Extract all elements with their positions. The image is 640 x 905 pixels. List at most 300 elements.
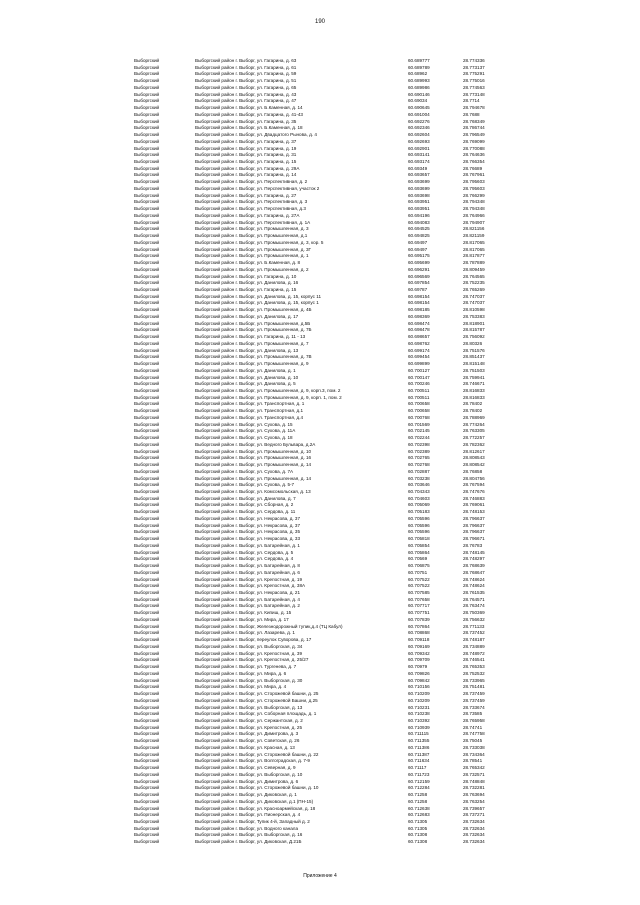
address-cell: Выборгский район г. Выборг, ул. Промышленная, д. 14 [195, 462, 312, 468]
longitude-cell: 28.768647 [463, 569, 485, 575]
address-cell: Выборгский район г. Выборг, ул. Красноармейская, д. 18 [195, 805, 316, 811]
table-row [134, 489, 514, 496]
latitude-cell: 60.693699 [408, 185, 430, 191]
latitude-cell: 60.705596 [408, 515, 430, 521]
latitude-cell: 60.710939 [408, 724, 430, 730]
address-cell: Выборгский район г. Выборг, ул. Гагарина, д. 63 [195, 58, 297, 63]
longitude-cell: 28.748153 [463, 509, 485, 515]
table-row [134, 819, 514, 826]
latitude-cell: 60.71258 [408, 798, 428, 804]
table-row [134, 179, 514, 186]
district-cell: Выборгский [134, 428, 160, 434]
district-cell: Выборгский [134, 414, 160, 420]
district-cell: Выборгский [134, 165, 160, 171]
longitude-cell: 28.76858 [463, 468, 483, 474]
address-cell: Выборгский район г. Выборг, ул. Гагарина, д. 65 [195, 84, 297, 90]
latitude-cell: 60.700768 [408, 414, 430, 420]
latitude-cell: 60.700147 [408, 374, 430, 380]
table-row [134, 671, 514, 678]
table-row [134, 644, 514, 651]
address-cell: Выборгский район г. Выборг, ул. Батарейная, д. 6 [195, 569, 300, 575]
longitude-cell: 28.761535 [463, 590, 485, 596]
table-row [134, 610, 514, 617]
latitude-cell: 60.70569 [408, 556, 428, 562]
longitude-cell: 28.787889 [463, 260, 485, 266]
latitude-cell: 60.694825 [408, 233, 430, 239]
latitude-cell: 60.693951 [408, 206, 430, 212]
table-row [134, 449, 514, 456]
district-cell: Выборгский [134, 260, 160, 266]
longitude-cell: 28.759941 [463, 374, 485, 380]
district-cell: Выборгский [134, 105, 160, 111]
table-row [134, 226, 514, 233]
district-cell: Выборгский [134, 145, 160, 151]
longitude-cell: 28.796637 [463, 522, 485, 528]
table-row [134, 765, 514, 772]
longitude-cell: 28.76783 [463, 542, 483, 548]
longitude-cell: 28.774563 [463, 84, 485, 90]
address-cell: Выборгский район г. Выборг, ул. Б.Каменная, д. 8 [195, 260, 300, 266]
address-cell: Выборгский район г. Выборг, ул. Некрасова, д. 37 [195, 515, 301, 521]
latitude-cell: 60.707864 [408, 623, 430, 629]
latitude-cell: 60.709842 [408, 677, 430, 683]
table-row [134, 92, 514, 99]
table-row [134, 199, 514, 206]
table-row [134, 516, 514, 523]
district-cell: Выборгский [134, 576, 160, 582]
table-row [134, 442, 514, 449]
address-cell: Выборгский район г. Выборг, ул. Сторожевой башни, д. 10 [195, 785, 319, 791]
latitude-cell: 60.694083 [408, 219, 430, 225]
longitude-cell: 28.75045 [463, 738, 483, 744]
district-cell: Выборгский [134, 192, 160, 198]
district-cell: Выборгский [134, 670, 160, 676]
latitude-cell: 60.707751 [408, 610, 430, 616]
longitude-cell: 28.808542 [463, 462, 485, 468]
address-cell: Выборгский район г. Выборг, ул. Некрасова, д. 33 [195, 536, 301, 542]
longitude-cell: 28.772257 [463, 435, 485, 441]
latitude-cell: 60.696291 [408, 266, 430, 272]
address-cell: Выборгский район г. Выборг, ул. Сухова, д. 5-7 [195, 482, 295, 488]
latitude-cell: 60.690645 [408, 105, 430, 111]
district-cell: Выборгский [134, 751, 160, 757]
table-row [134, 799, 514, 806]
address-cell: Выборгский район г. Выборг, ул. Транспортная, д.1 [195, 408, 304, 414]
table-row [134, 152, 514, 159]
address-cell: Выборгский район г. Выборг, ул. Северная, д. 9 [195, 765, 296, 771]
table-row [134, 125, 514, 132]
latitude-cell: 60.69034 [408, 98, 428, 104]
longitude-cell: 28.747676 [463, 489, 485, 494]
longitude-cell: 28.732634 [463, 825, 485, 831]
address-cell: Выборгский район г. Выборг, ул. Советская, д. 26 [195, 738, 300, 744]
district-cell: Выборгский [134, 387, 160, 393]
address-cell: Выборгский район г. Выборг, ул. Мира, д. 17 [195, 616, 289, 622]
latitude-cell: 60.689993 [408, 78, 430, 84]
address-cell: Выборгский район г. Выборг, ул. Выборгская, д. 13 [195, 704, 303, 710]
latitude-cell: 60.709118 [408, 637, 430, 643]
longitude-cell: 28.821156 [463, 226, 485, 232]
district-cell: Выборгский [134, 798, 160, 804]
district-cell: Выборгский [134, 515, 160, 521]
table-row [134, 375, 514, 382]
address-cell: Выборгский район г. Выборг, ул. Выборгская, д. 10 [195, 771, 303, 777]
latitude-cell: 60.700246 [408, 381, 430, 387]
district-cell: Выборгский [134, 286, 160, 292]
address-cell: Выборгский район г. Выборг, ул. Волгоградская, д. 7-9 [195, 758, 310, 764]
address-cell: Выборгский район г. Выборг, ул. Данилова, д. 15, корпус 1 [195, 300, 319, 306]
latitude-cell: 60.694196 [408, 212, 430, 218]
latitude-cell: 60.711723 [408, 771, 430, 777]
latitude-cell: 60.707585 [408, 590, 430, 596]
district-cell: Выборгский [134, 765, 160, 771]
address-cell: Выборгский район г. Выборг, ул. Димитрова, д. 6 [195, 778, 299, 784]
longitude-cell: 28.775016 [463, 78, 485, 84]
longitude-cell: 28.737271 [463, 812, 485, 818]
table-row [134, 678, 514, 685]
longitude-cell: 28.78402 [463, 401, 483, 407]
district-cell: Выборгский [134, 495, 160, 501]
longitude-cell: 28.73585 [463, 711, 483, 717]
longitude-cell: 28.750369 [463, 610, 485, 616]
table-row [134, 779, 514, 786]
table-row [134, 577, 514, 584]
address-cell: Выборгский район г. Выборг, ул. Данилова, д. 16 [195, 280, 299, 286]
address-cell: Выборгский район г. Выборг, ул. Сторожевой Башни, д.25 [195, 697, 318, 703]
latitude-cell: 60.712284 [408, 785, 430, 791]
longitude-cell: 28.765269 [463, 286, 485, 292]
address-cell: Выборгский район г. Выборг, ул. Гагарина, д. 15 [195, 159, 297, 165]
latitude-cell: 60.709826 [408, 670, 430, 676]
table-row [134, 758, 514, 765]
table-row [134, 597, 514, 604]
table-row [134, 725, 514, 732]
address-cell: Выборгский район г. Выборг, ул. Двадцатого Рынова, д. 4 [195, 132, 317, 138]
table-row [134, 186, 514, 193]
latitude-cell: 60.697854 [408, 280, 430, 286]
longitude-cell: 28.733674 [463, 704, 485, 710]
longitude-cell: 28.747037 [463, 300, 485, 306]
longitude-cell: 28.766354 [463, 159, 485, 165]
address-cell: Выборгский район г. Выборг, ул. Промышленная, д. 7Б [195, 327, 312, 333]
district-cell: Выборгский [134, 744, 160, 750]
latitude-cell: 60.692901 [408, 145, 430, 151]
address-cell: Выборгский район г. Выборг, ул. Красная, д. 13 [195, 744, 295, 750]
table-row [134, 233, 514, 240]
district-cell: Выборгский [134, 152, 160, 158]
address-cell: Выборгский район г. Выборг, ул. Промышленная, д. 9, корп.3, пом. 2 [195, 387, 341, 393]
longitude-cell: 28.748972 [463, 650, 485, 656]
latitude-cell: 60.693698 [408, 192, 430, 198]
district-cell: Выборгский [134, 300, 160, 306]
district-cell: Выборгский [134, 226, 160, 232]
latitude-cell: 60.69497 [408, 239, 428, 245]
district-cell: Выборгский [134, 125, 160, 131]
longitude-cell: 28.817877 [463, 253, 485, 259]
latitude-cell: 60.69497 [408, 246, 428, 252]
longitude-cell: 28.796637 [463, 515, 485, 521]
district-cell: Выборгский [134, 563, 160, 569]
longitude-cell: 28.795603 [463, 179, 485, 185]
address-cell: Выборгский район г. Выборг, Тупик 4-й, Западный д. 2 [195, 818, 310, 824]
longitude-cell: 28.76689 [463, 165, 483, 171]
table-row [134, 469, 514, 476]
longitude-cell: 28.774336 [463, 58, 485, 63]
district-cell: Выборгский [134, 334, 160, 340]
longitude-cell: 28.732571 [463, 771, 485, 777]
address-cell: Выборгский район г. Выборг, ул. Гагарина, д. 27 [195, 192, 297, 198]
district-cell: Выборгский [134, 273, 160, 279]
address-cell: Выборгский район г. Выборг, ул. Тургенева, д. 7 [195, 664, 297, 670]
longitude-cell: 28.810598 [463, 307, 485, 313]
table-row [134, 321, 514, 328]
longitude-cell: 28.769099 [463, 138, 485, 144]
district-cell: Выборгский [134, 78, 160, 84]
district-cell: Выборгский [134, 691, 160, 697]
address-cell: Выборгский район г. Выборг, ул. Батарейная, д. 4 [195, 596, 300, 602]
latitude-cell: 60.700511 [408, 387, 430, 393]
longitude-cell: 28.748848 [463, 778, 485, 784]
longitude-cell: 28.74741 [463, 724, 483, 730]
table-row [134, 731, 514, 738]
latitude-cell: 60.707658 [408, 596, 430, 602]
latitude-cell: 60.695175 [408, 253, 430, 259]
latitude-cell: 60.710392 [408, 717, 430, 723]
district-cell: Выборгский [134, 785, 160, 791]
district-cell: Выборгский [134, 266, 160, 272]
latitude-cell: 60.700658 [408, 401, 430, 407]
table-row [134, 550, 514, 557]
latitude-cell: 60.699174 [408, 347, 430, 353]
longitude-cell: 28.821159 [463, 233, 485, 239]
table-row [134, 711, 514, 718]
longitude-cell: 28.734364 [463, 751, 485, 757]
latitude-cell: 60.71117 [408, 765, 427, 771]
address-cell: Выборгский район г. Выборг, ул. Выборгская, д. 34 [195, 643, 303, 649]
address-cell: Выборгский район г. Выборг, ул. Транспортная, д.4 [195, 414, 304, 420]
latitude-cell: 60.709169 [408, 643, 430, 649]
table-row [134, 132, 514, 139]
longitude-cell: 28.746541 [463, 657, 485, 663]
address-cell: Выборгский район г. Выборг, ул. Мира, д. 4 [195, 684, 287, 690]
longitude-cell: 28.80326 [463, 340, 483, 346]
longitude-cell: 28.765353 [463, 664, 485, 670]
district-cell: Выборгский [134, 805, 160, 811]
address-cell: Выборгский район г. Выборг, ул. Промышленная, д. 14 [195, 475, 312, 481]
latitude-cell: 60.709709 [408, 657, 430, 663]
table-row [134, 260, 514, 267]
district-cell: Выборгский [134, 482, 160, 488]
table-row [134, 684, 514, 691]
table-row [134, 529, 514, 536]
table-row [134, 240, 514, 247]
address-table [134, 58, 514, 846]
address-cell: Выборгский район г. Выборг, ул. Промышленная, д.1 [195, 233, 308, 239]
table-row [134, 395, 514, 402]
address-cell: Выборгский район г. Выборг, ул. Промышленная, д. 16 [195, 455, 312, 461]
latitude-cell: 60.694525 [408, 226, 430, 232]
address-cell: Выборгский район г. Выборг, переулок Суворова, д. 17 [195, 637, 312, 643]
longitude-cell: 28.763305 [463, 428, 485, 434]
district-cell: Выборгский [134, 401, 160, 407]
latitude-cell: 60.701569 [408, 421, 430, 427]
table-row [134, 543, 514, 550]
address-cell: Выборгский район г. Выборг, ул. Гагарина, д. 37 [195, 138, 297, 144]
latitude-cell: 60.700658 [408, 408, 430, 414]
district-cell: Выборгский [134, 159, 160, 165]
district-cell: Выборгский [134, 792, 160, 798]
latitude-cell: 60.710156 [408, 684, 430, 690]
district-cell: Выборгский [134, 529, 160, 535]
district-cell: Выборгский [134, 327, 160, 333]
district-cell: Выборгский [134, 206, 160, 212]
table-row [134, 603, 514, 610]
district-cell: Выборгский [134, 569, 160, 575]
address-cell: Выборгский район г. Выборг, ул. Гагарина, д. 59 [195, 71, 297, 77]
latitude-cell: 60.699899 [408, 361, 430, 367]
address-cell: Выборгский район г. Выборг, ул. Некрасова, д. 21 [195, 590, 301, 596]
latitude-cell: 60.702765 [408, 455, 430, 461]
district-cell: Выборгский [134, 832, 160, 838]
longitude-cell: 28.756632 [463, 616, 485, 622]
table-row [134, 78, 514, 85]
longitude-cell: 28.747758 [463, 731, 485, 737]
longitude-cell: 28.732281 [463, 785, 485, 791]
latitude-cell: 60.706875 [408, 563, 430, 569]
district-cell: Выборгский [134, 738, 160, 744]
longitude-cell: 28.816833 [463, 394, 485, 400]
district-cell: Выборгский [134, 132, 160, 138]
address-cell: Выборгский район г. Выборг, ул. Некрасова, д. 35 [195, 529, 301, 535]
latitude-cell: 60.710209 [408, 697, 430, 703]
table-row [134, 334, 514, 341]
latitude-cell: 60.711387 [408, 751, 430, 757]
latitude-cell: 60.700511 [408, 394, 430, 400]
latitude-cell: 60.705183 [408, 509, 430, 515]
table-row [134, 206, 514, 213]
address-cell: Выборгский район г. Выборг, ул. Гагарина, д. 31 [195, 152, 297, 158]
district-cell: Выборгский [134, 717, 160, 723]
district-cell: Выборгский [134, 731, 160, 737]
longitude-cell: 28.815787 [463, 327, 485, 333]
latitude-cell: 60.703238 [408, 475, 430, 481]
address-cell: Выборгский район г. Выборг, ул. Мира, д. 6 [195, 670, 287, 676]
address-cell: Выборгский район г. Выборг, ул. Крепостная, д. 19 [195, 576, 303, 582]
longitude-cell: 28.748145 [463, 549, 485, 555]
table-row [134, 455, 514, 462]
table-row [134, 752, 514, 759]
longitude-cell: 28.765958 [463, 717, 485, 723]
longitude-cell: 28.78402 [463, 408, 483, 414]
longitude-cell: 28.794907 [463, 219, 485, 225]
latitude-cell: 60.692276 [408, 118, 430, 124]
latitude-cell: 60.702887 [408, 468, 430, 474]
longitude-cell: 28.815148 [463, 361, 485, 367]
address-cell: Выборгский район г. Выборг, ул. Гагарина, д. 29А [195, 165, 300, 171]
table-row [134, 698, 514, 705]
longitude-cell: 28.752235 [463, 280, 485, 286]
latitude-cell: 60.705854 [408, 542, 430, 548]
latitude-cell: 60.707522 [408, 583, 430, 589]
table-row [134, 523, 514, 530]
district-cell: Выборгский [134, 839, 160, 845]
table-row [134, 307, 514, 314]
district-cell: Выборгский [134, 724, 160, 730]
longitude-cell: 28.808543 [463, 455, 485, 461]
latitude-cell: 60.693141 [408, 152, 430, 158]
district-cell: Выборгский [134, 381, 160, 387]
latitude-cell: 60.698762 [408, 340, 430, 346]
district-cell: Выборгский [134, 664, 160, 670]
latitude-cell: 60.703646 [408, 482, 430, 488]
district-cell: Выборгский [134, 394, 160, 400]
latitude-cell: 60.693951 [408, 199, 430, 205]
district-cell: Выборгский [134, 98, 160, 104]
address-cell: Выборгский район г. Выборг, ул. Промышленная, д. 10 [195, 448, 312, 454]
longitude-cell: 28.767594 [463, 482, 485, 488]
district-cell: Выборгский [134, 536, 160, 542]
address-cell: Выборгский район г. Выборг, ул. Сборная, д. 2 [195, 502, 294, 508]
address-cell: Выборгский район г. Выборг, ул. Перспективная, д. 1А [195, 219, 311, 225]
district-cell: Выборгский [134, 542, 160, 548]
district-cell: Выборгский [134, 246, 160, 252]
district-cell: Выборгский [134, 771, 160, 777]
latitude-cell: 60.708868 [408, 630, 430, 636]
table-row [134, 806, 514, 813]
longitude-cell: 28.794348 [463, 199, 485, 205]
longitude-cell: 28.78541 [463, 758, 483, 764]
district-cell: Выборгский [134, 71, 160, 77]
district-cell: Выборгский [134, 293, 160, 299]
table-row [134, 637, 514, 644]
longitude-cell: 28.733965 [463, 677, 485, 683]
address-cell: Выборгский район г. Выборг, ул. Б.Каменная, д. 18 [195, 125, 303, 131]
district-cell: Выборгский [134, 711, 160, 717]
latitude-cell: 60.689777 [408, 58, 430, 63]
table-row [134, 193, 514, 200]
latitude-cell: 60.704343 [408, 489, 430, 494]
table-row [134, 300, 514, 307]
table-row [134, 388, 514, 395]
table-row [134, 718, 514, 725]
district-cell: Выборгский [134, 138, 160, 144]
address-cell: Выборгский район г. Выборг, ул. Сторожевой башни, д. 22 [195, 751, 319, 757]
table-row [134, 664, 514, 671]
district-cell: Выборгский [134, 320, 160, 326]
address-cell: Выборгский район г. Выборг, ул. Гагарина, д. 19 [195, 145, 297, 151]
address-cell: Выборгский район г. Выборг, ул. Крепостная, д. 25/27 [195, 657, 309, 663]
latitude-cell: 60.689986 [408, 84, 430, 90]
latitude-cell: 60.712683 [408, 812, 430, 818]
table-row [134, 738, 514, 745]
address-cell: Выборгский район г. Выборг, ул. Перспективная, д.3 [195, 206, 306, 212]
district-cell: Выборгский [134, 643, 160, 649]
address-cell: Выборгский район г. Выборг, ул. Данилова, д. 5 [195, 381, 296, 387]
latitude-cell: 60.693174 [408, 159, 430, 165]
table-row [134, 745, 514, 752]
table-row [134, 556, 514, 563]
longitude-cell: 28.739657 [463, 805, 485, 811]
district-cell: Выборгский [134, 509, 160, 515]
district-cell: Выборгский [134, 489, 160, 494]
table-row [134, 348, 514, 355]
address-cell: Выборгский район г. Выборг, ул. Сухова, д. 15 [195, 421, 293, 427]
table-row [134, 274, 514, 281]
latitude-cell: 60.696569 [408, 273, 430, 279]
table-row [134, 462, 514, 469]
address-cell: Выборгский район г. Выборг, ул. Промышленная, д. 9, корп. 1, пом. 2 [195, 394, 342, 400]
district-cell: Выборгский [134, 233, 160, 239]
